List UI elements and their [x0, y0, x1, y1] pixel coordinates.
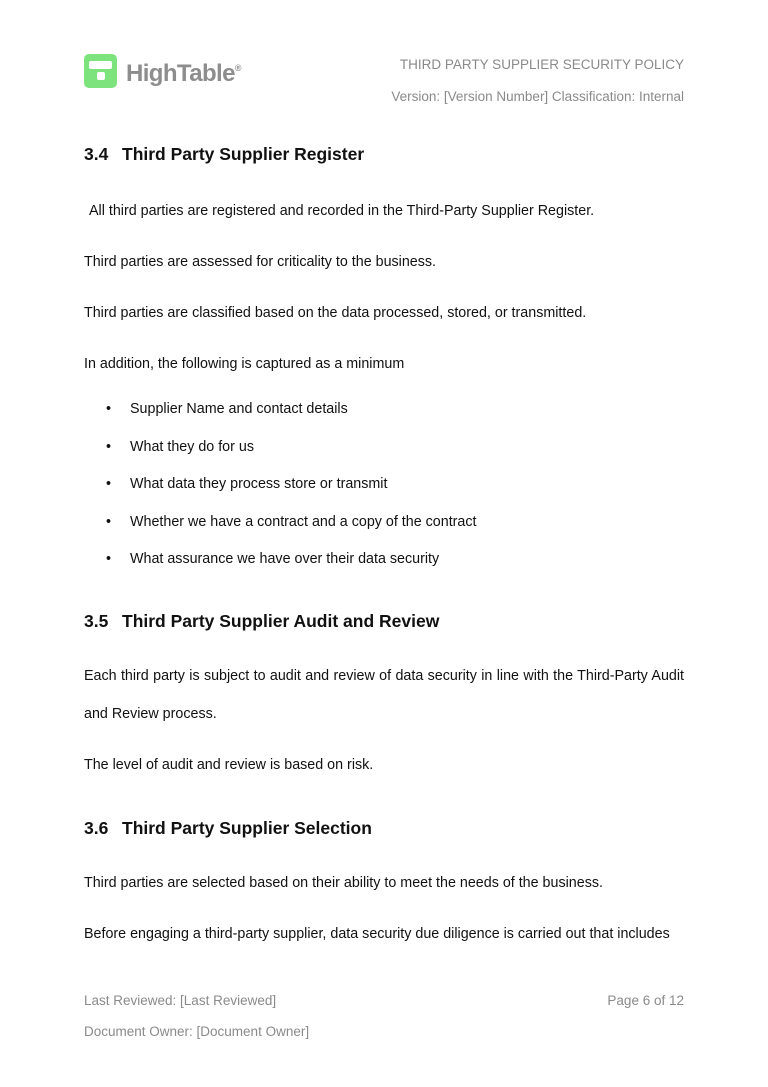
section-heading-3-4 — [84, 144, 684, 165]
paragraph: Third parties are classified based on the data processed, stored, or transmitted. — [84, 305, 587, 321]
footer-row — [84, 993, 684, 1009]
brand-name-text: HighTable — [126, 60, 235, 87]
section-number: 3.5 — [84, 610, 109, 631]
brand-name — [126, 54, 241, 88]
header-right — [391, 54, 684, 104]
list-item: • What they do for us — [84, 429, 684, 467]
hightable-logo-icon — [84, 54, 117, 88]
section-number: 3.6 — [84, 817, 109, 838]
document-owner-label: Document Owner: [Document Owner] — [84, 1024, 310, 1039]
section-heading-3-5 — [84, 611, 684, 632]
page-number: Page 6 of 12 — [607, 993, 684, 1008]
paragraph: Third parties are assessed for criticality to the business. — [84, 254, 437, 270]
page-footer — [84, 993, 684, 1040]
hightable-logo — [84, 54, 241, 88]
paragraph: Third parties are selected based on their ability to meet the needs of the business. — [84, 874, 603, 891]
list-item: • What data they process store or transmit — [84, 466, 684, 504]
document-title: THIRD PARTY SUPPLIER SECURITY POLICY — [399, 57, 684, 72]
paragraph: All third parties are registered and recorded in the Third-Party Supplier Register. — [89, 203, 595, 219]
section-title: Third Party Supplier Audit and Review — [122, 610, 440, 631]
last-reviewed-label: Last Reviewed: [Last Reviewed] — [84, 993, 277, 1008]
page-header — [84, 0, 684, 104]
registered-trademark-symbol: ® — [234, 63, 242, 73]
paragraph: Before engaging a third-party supplier, data security due diligence is carried out that includes — [84, 925, 670, 942]
logo-bar-shape — [89, 61, 112, 69]
list-item: • Whether we have a contract and a copy of the contract — [84, 504, 684, 542]
paragraph: Each third party is subject to audit and review of data security in line with the Third-Party Audit and Review process. — [84, 667, 684, 722]
register-minimum-list — [84, 391, 684, 579]
paragraph: In addition, the following is captured as a minimum — [84, 356, 405, 372]
list-item: • What assurance we have over their data security — [84, 541, 684, 579]
logo-dot-shape — [97, 72, 105, 80]
section-title: Third Party Supplier Selection — [122, 817, 372, 838]
section-heading-3-6 — [84, 818, 684, 839]
list-item: • Supplier Name and contact details — [84, 391, 684, 429]
section-number: 3.4 — [84, 144, 109, 164]
version-classification-line: Version: [Version Number] Classification: Internal — [391, 89, 684, 104]
section-title: Third Party Supplier Register — [122, 144, 365, 164]
paragraph: The level of audit and review is based on risk. — [84, 756, 374, 773]
